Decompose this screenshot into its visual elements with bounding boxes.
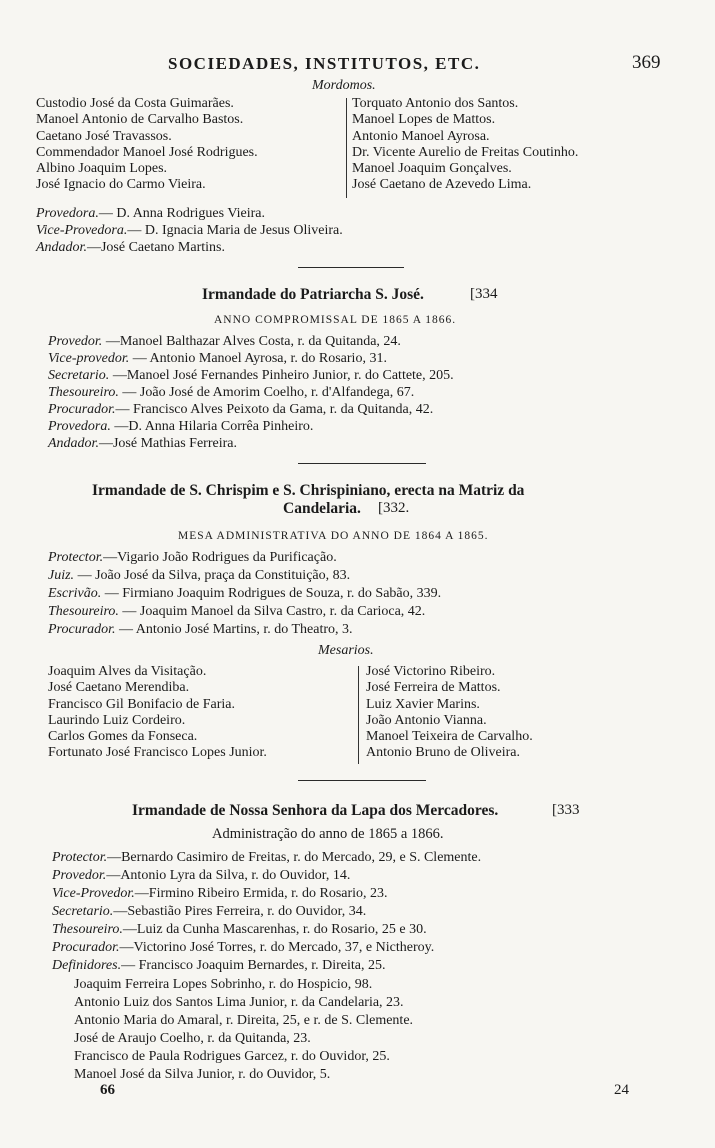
officer-line: Provedora.— D. Anna Rodrigues Vieira. [36,206,265,221]
entry-number: [334 [470,286,498,302]
officer-line: Vice-Provedora.— D. Ignacia Maria de Jesus Oliveira. [36,223,343,238]
officer-line: Thesoureiro. — João José de Amorim Coelho, r. d'Alfandega, 67. [48,385,415,400]
officer-line: Juiz. — João José da Silva, praça da Constituição, 83. [48,568,351,583]
officer-line: Thesoureiro.—Luiz da Cunha Mascarenhas, r. do Rosario, 25 e 30. [52,922,427,937]
list-item: Antonio Manoel Ayrosa. [352,128,490,144]
officer-line: Andador.—José Mathias Ferreira. [48,436,237,451]
officer-line: Definidores.— Francisco Joaquim Bernardes, r. Direita, 25. [52,958,386,973]
officer-line: Secretario. —Manoel José Fernandes Pinheiro Junior, r. do Cattete, 205. [48,368,454,383]
section-divider [298,463,426,464]
list-item: Joaquim Alves da Visitação. [48,664,207,679]
list-item: Antonio Bruno de Oliveira. [366,745,520,761]
officer-line: Protector.—Bernardo Casimiro de Freitas, r. do Mercado, 29, e S. Clemente. [52,850,482,865]
list-item: Torquato Antonio dos Santos. [352,96,519,111]
section-title-line2: Candelaria. [283,500,361,517]
list-item: Albino Joaquim Lopes. [36,161,168,177]
list-item: Manoel Lopes de Mattos. [352,112,496,128]
definidores-list [74,976,413,1084]
officer-line: Procurador.—Victorino José Torres, r. do Mercado, 37, e Nictheroy. [52,940,435,955]
list-item: João Antonio Vianna. [366,712,487,728]
section-divider [298,267,404,268]
list-item: Carlos Gomes da Fonseca. [48,729,198,745]
list-item: Commendador Manoel José Rodrigues. [36,144,258,160]
list-item: José Ignacio do Carmo Vieira. [36,177,206,193]
running-header: SOCIEDADES, INSTITUTOS, ETC. [168,54,481,73]
column-divider [358,666,359,764]
list-item: José Caetano de Azevedo Lima. [352,177,532,193]
list-item: Manoel Antonio de Carvalho Bastos. [36,112,244,128]
section-title: Irmandade de Nossa Senhora da Lapa dos Mercadores. [132,802,499,819]
column-divider [346,98,347,198]
list-item: Caetano José Travassos. [36,128,172,144]
list-item: José de Araujo Coelho, r. da Quitanda, 23. [74,1031,311,1046]
officer-line: Procurador.— Francisco Alves Peixoto da Gama, r. da Quitanda, 42. [48,402,434,417]
officer-line: Thesoureiro. — Joaquim Manoel da Silva Castro, r. da Carioca, 42. [48,604,426,619]
footer-signature-right: 24 [614,1082,629,1098]
mesarios-heading: Mesarios. [318,643,374,658]
mordomos-left-column [36,96,258,194]
list-item: Antonio Maria do Amaral, r. Direita, 25, e r. de S. Clemente. [74,1013,414,1028]
list-item: Custodio José da Costa Guimarães. [36,96,234,111]
officer-line: Protector.—Vigario João Rodrigues da Purificação. [48,550,337,565]
footer-signature-left: 66 [100,1082,115,1098]
section-subtitle: ANNO COMPROMISSAL DE 1865 A 1866. [214,314,457,326]
officer-line: Andador.—José Caetano Martins. [36,240,225,255]
entry-number: [332. [378,500,410,516]
section-subtitle: Administração do anno de 1865 a 1866. [212,826,444,842]
mesarios-left-column [48,664,267,762]
officer-line: Provedor.—Antonio Lyra da Silva, r. do Ouvidor, 14. [52,868,351,883]
list-item: Fortunato José Francisco Lopes Junior. [48,745,267,761]
list-item: José Victorino Ribeiro. [366,664,496,679]
officer-line: Escrivão. — Firmiano Joaquim Rodrigues de Souza, r. do Sabão, 339. [48,586,442,601]
section-subtitle: MESA ADMINISTRATIVA DO ANNO DE 1864 A 1865. [178,530,489,542]
section-divider [298,780,426,781]
officer-line: Procurador. — Antonio José Martins, r. do Theatro, 3. [48,622,353,637]
mesarios-right-column [366,664,533,762]
list-item: Manoel José da Silva Junior, r. do Ouvidor, 5. [74,1067,331,1082]
list-item: José Ferreira de Mattos. [366,680,501,696]
list-item: Francisco Gil Bonifacio de Faria. [48,696,236,712]
mordomos-heading: Mordomos. [312,78,376,93]
officer-line: Secretario.—Sebastião Pires Ferreira, r. do Ouvidor, 34. [52,904,367,919]
list-item: José Caetano Merendiba. [48,680,190,696]
list-item: Laurindo Luiz Cordeiro. [48,712,186,728]
list-item: Manoel Joaquim Gonçalves. [352,161,512,177]
list-item: Joaquim Ferreira Lopes Sobrinho, r. do Hospicio, 98. [74,977,373,992]
list-item: Antonio Luiz dos Santos Lima Junior, r. da Candelaria, 23. [74,995,404,1010]
mordomos-right-column [352,96,578,194]
list-item: Manoel Teixeira de Carvalho. [366,729,533,745]
entry-number: [333 [552,802,580,818]
officer-line: Vice-provedor. — Antonio Manoel Ayrosa, r. do Rosario, 31. [48,351,387,366]
list-item: Francisco de Paula Rodrigues Garcez, r. do Ouvidor, 25. [74,1049,390,1064]
list-item: Luiz Xavier Marins. [366,696,480,712]
officer-line: Vice-Provedor.—Firmino Ribeiro Ermida, r. do Rosario, 23. [52,886,388,901]
officer-line: Provedor. —Manoel Balthazar Alves Costa, r. da Quitanda, 24. [48,334,401,349]
section-title: Irmandade de S. Chrispim e S. Chrispiniano, erecta na Matriz da [92,482,525,499]
list-item: Dr. Vicente Aurelio de Freitas Coutinho. [352,144,579,160]
officer-line: Provedora. —D. Anna Hilaria Corrêa Pinheiro. [48,419,314,434]
page-number: 369 [632,52,661,73]
section-title: Irmandade do Patriarcha S. José. [202,286,424,303]
